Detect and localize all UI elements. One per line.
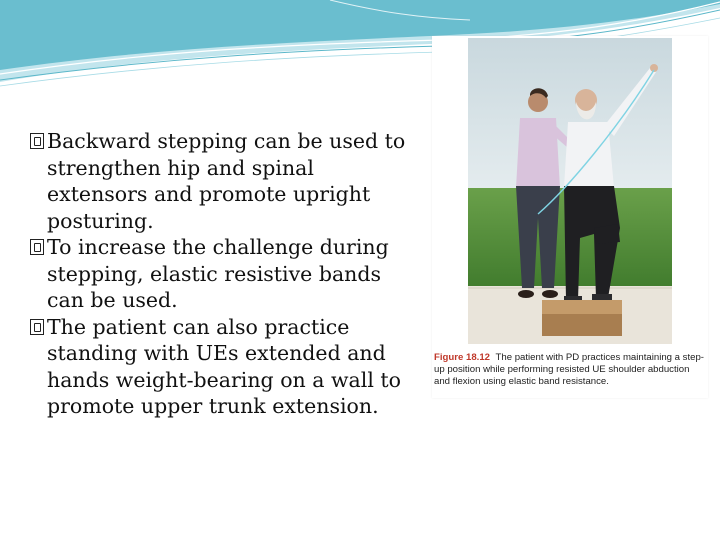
missing-glyph-box-icon (30, 239, 44, 255)
figure-caption-text: The patient with PD practices maintaining a step-up position while performing resisted UE shoulder abduction and flexion using elastic band resistance. (434, 352, 705, 387)
figure-panel (432, 36, 708, 398)
bullet-item (30, 234, 420, 314)
patient-exercise-photo (468, 38, 672, 344)
missing-glyph-box-icon (30, 319, 44, 335)
photo-illustration (468, 38, 672, 344)
missing-glyph-box-icon (30, 133, 44, 149)
figure-label: Figure 18.12 (434, 352, 490, 363)
bullet-list (30, 128, 420, 420)
bullet-item (30, 128, 420, 234)
bullet-item (30, 314, 420, 420)
bullet-text: Backward stepping can be used to strengthen hip and spinal extensors and promote upright posturing. (47, 129, 406, 233)
figure-caption (434, 352, 706, 388)
bullet-text: To increase the challenge during stepping, elastic resistive bands can be used. (47, 235, 389, 312)
bullet-text: The patient can also practice standing with UEs extended and hands weight-bearing on a wall to promote upper trunk extension. (47, 314, 401, 418)
